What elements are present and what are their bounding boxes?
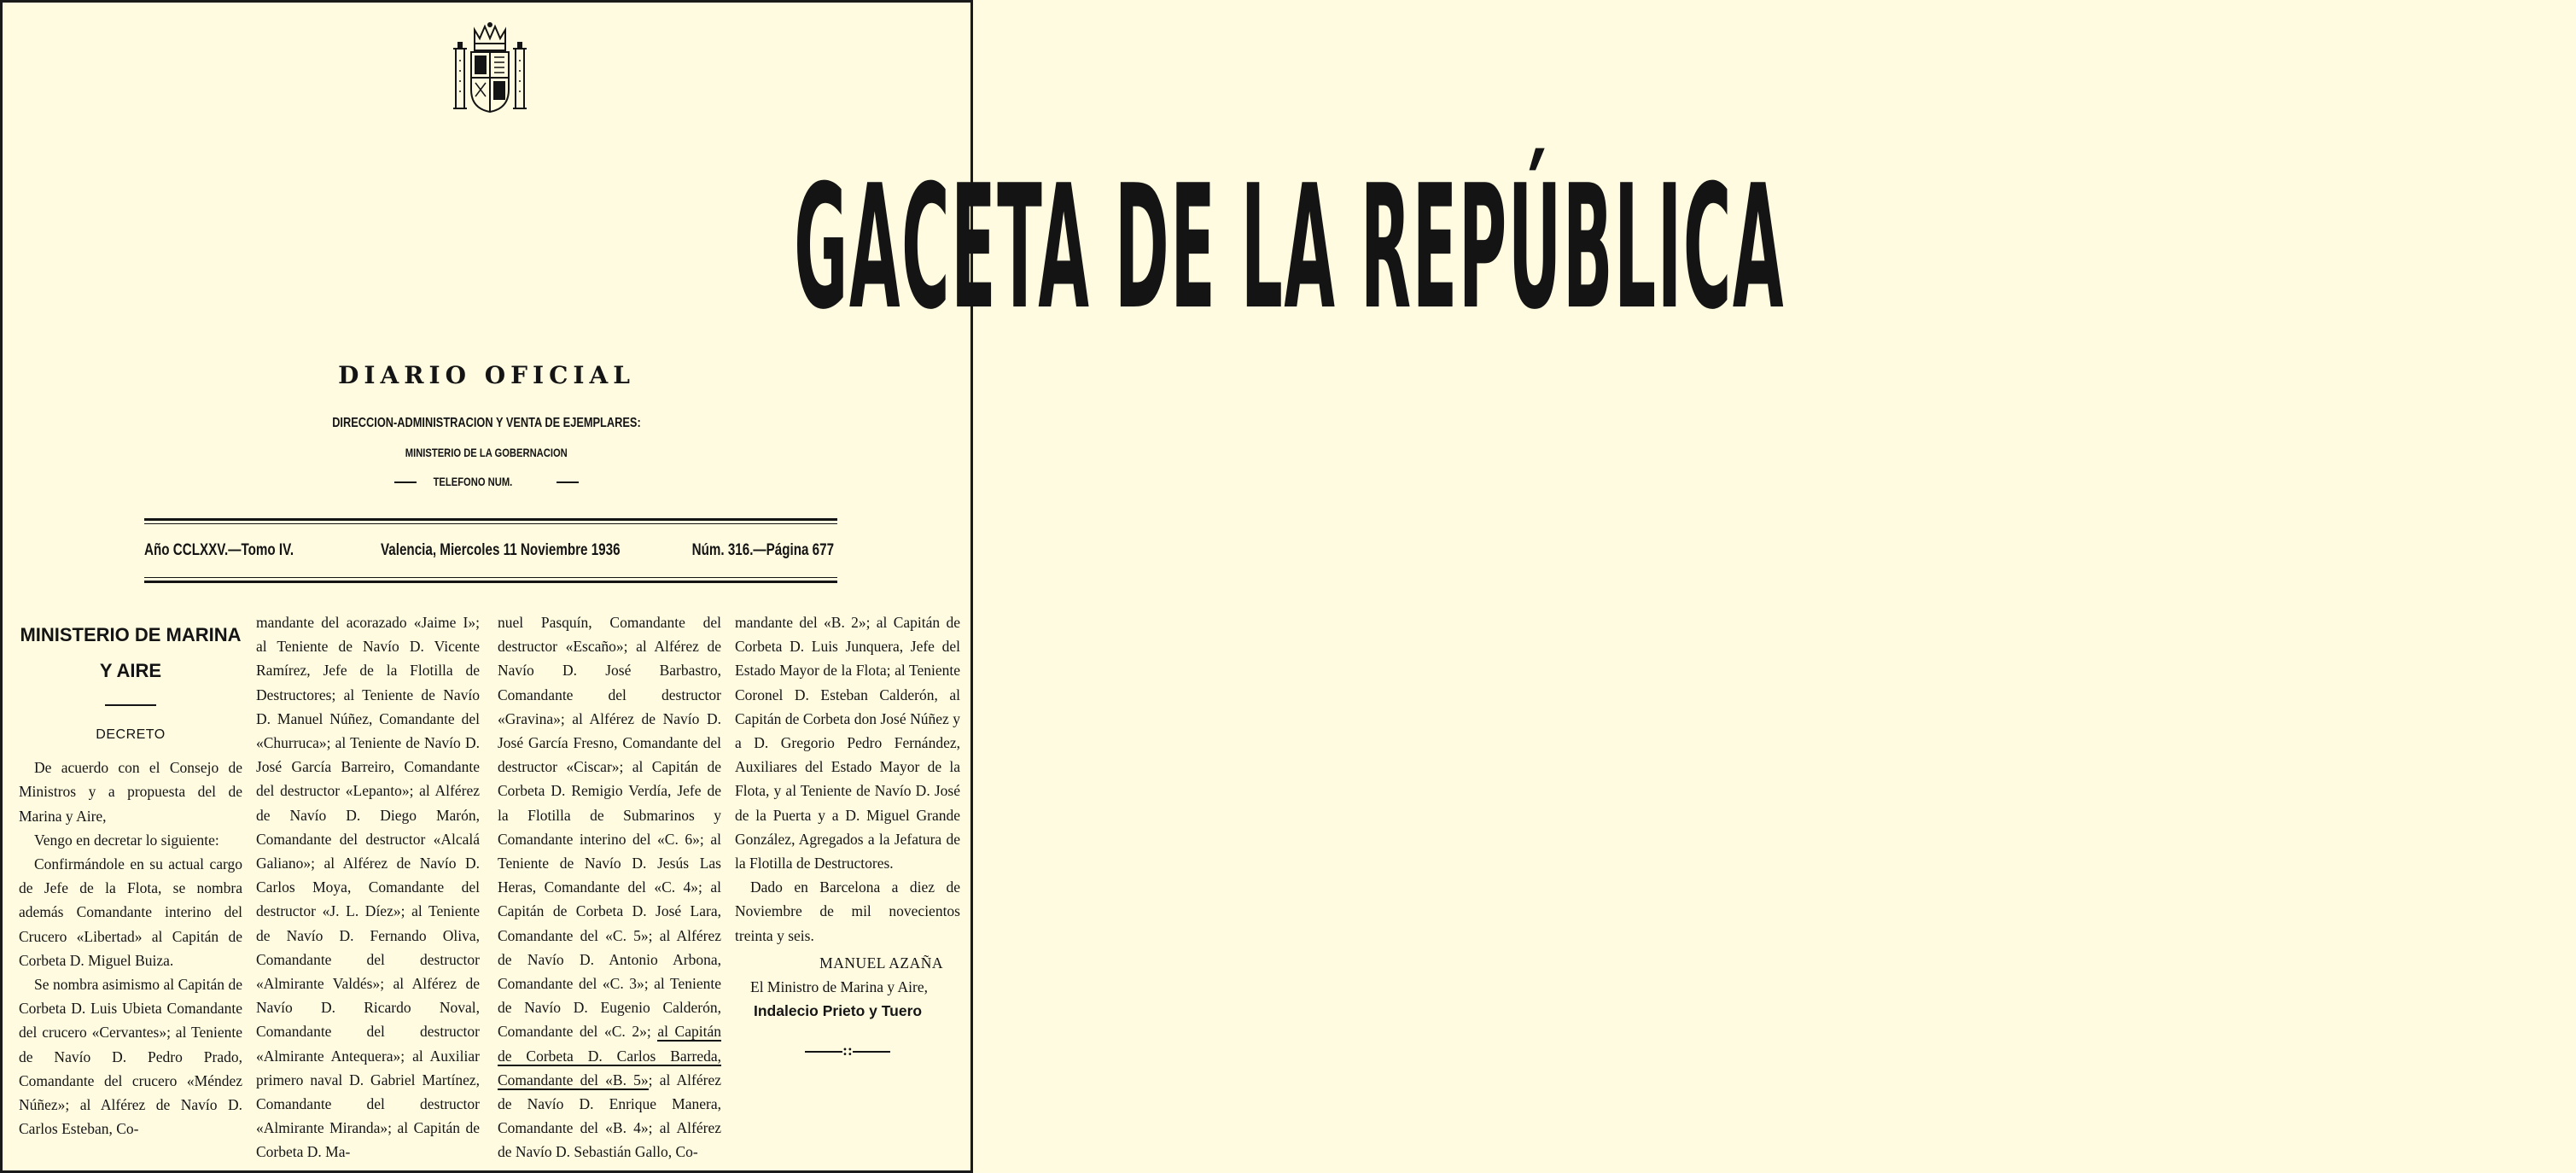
paragraph: Confirmándole en su actual cargo de Jefe de la Flota, se nombra además Comandante interino del Crucero «Libertad» al Capitán de Corbeta D. Miguel Buiza.	[19, 855, 242, 969]
minister-title: El Ministro de Marina y Aire,	[750, 978, 929, 996]
paragraph: nuel Pasquín, Comandante del destructor «Escaño»; al Alférez de Navío D. José Barbastro, Comandante del destructor «Gravina»; al Alférez de Navío D. José García Fresno, Comandante del destructor «Ciscar»; al Capitán de Corbeta D. Remigio Verdía, Jefe de la Flotilla de Submarinos y Comandante interino del «C. 6»; al Teniente de Navío D. Jesús Las Heras, Comandante del «C. 4»; al Capitán de Corbeta D. José Lara, Comandante del «C. 5»; al Alférez de Navío D. Antonio Arbona, Comandante del «C. 3»; al Teniente de Navío D. Eugenio Calderón, Comandante del «C. 2»; al Capitán de Corbeta D. Carlos Barreda, Comandante del «B. 5»; al Alférez de Navío D. Enrique Manera, Comandante del «B. 4»; al Alférez de Navío D. Sebastián Gallo, Co-	[498, 614, 721, 1161]
header-rule	[144, 577, 837, 578]
header-rule	[144, 518, 837, 521]
ministry-line: MINISTERIO DE LA GOBERNACION	[405, 446, 568, 459]
header-rule	[144, 523, 837, 524]
column-4	[735, 610, 960, 1063]
minister-name: Indalecio Prieto y Tuero	[754, 1002, 923, 1020]
section-divider	[105, 704, 156, 706]
dash-divider	[394, 481, 417, 483]
number-page: Núm. 316.—Página 677	[691, 541, 834, 559]
signer-name: MANUEL AZAÑA	[819, 954, 943, 972]
paragraph: mandante del «B. 2»; al Capitán de Corbeta D. Luis Junquera, Jefe del Estado Mayor de la Flota; al Teniente Coronel D. Esteban Calderón, al Capitán de Corbeta don José Núñez y a D. Gregorio Pedro Fernández, Auxiliares del Estado Mayor de la Flota, y al Teniente de Navío D. José de la Puerta y a D. Miguel Grande González, Agregados a la Jefatura de la Flotilla de Destructores.	[735, 614, 960, 872]
closing-paragraph: Dado en Barcelona a diez de Noviembre de mil novecientos treinta y seis.	[735, 878, 960, 944]
year-volume: Año CCLXXV.—Tomo IV.	[144, 541, 294, 559]
underlined-passage: al Capitán de Corbeta D. Carlos Barreda, Comandante del «B. 5»	[498, 1023, 721, 1088]
paragraph: De acuerdo con el Consejo de Ministros y a propuesta del de Marina y Aire,	[19, 759, 242, 825]
column-2	[256, 610, 480, 1164]
paragraph: Vengo en decretar lo siguiente:	[34, 831, 219, 849]
column-1	[19, 610, 242, 1141]
subtitle: DIARIO OFICIAL	[338, 361, 635, 389]
place-date: Valencia, Miercoles 11 Noviembre 1936	[381, 541, 621, 559]
end-ornament: ::	[735, 1038, 960, 1062]
header-rule	[144, 581, 837, 583]
masthead-title: GACETA DE LA REPÚBLICA	[794, 149, 1786, 347]
phone-line: TELEFONO NUM.	[3, 475, 970, 488]
dash-divider	[557, 481, 579, 483]
paragraph: Se nombra asimismo al Capitán de Corbeta D. Luis Ubieta Comandante del crucero «Cervantes»; al Teniente de Navío D. Pedro Prado, Comandante del crucero «Méndez Núñez»; al Alférez de Navío D. Carlos Esteban, Co-	[19, 976, 242, 1138]
paragraph: mandante del acorazado «Jaime I»; al Teniente de Navío D. Vicente Ramírez, Jefe de la Flotilla de Destructores; al Teniente de Navío D. Manuel Núñez, Comandante del «Churruca»; al Teniente de Navío D. José García Barreiro, Comandante del destructor «Lepanto»; al Alférez de Navío D. Diego Marón, Comandante del destructor «Alcalá Galiano»; al Alférez de Navío D. Carlos Moya, Comandante del destructor «J. L. Díez»; al Teniente de Navío D. Fernando Oliva, Comandante del destructor «Almirante Valdés»; al Alférez de Navío D. Ricardo Noval, Comandante del destructor «Almirante Antequera»; al Auxiliar primero naval D. Gabriel Martínez, Comandante del destructor «Almirante Miranda»; al Capitán de Corbeta D. Ma-	[256, 614, 480, 1161]
administration-line: DIRECCION-ADMINISTRACION Y VENTA DE EJEMPLARES:	[332, 416, 641, 430]
decree-heading: DECRETO	[96, 727, 166, 742]
ministry-heading: MINISTERIO DE MARINA Y AIRE	[20, 624, 242, 681]
coat-of-arms-icon	[449, 18, 531, 119]
column-3	[498, 610, 721, 1164]
